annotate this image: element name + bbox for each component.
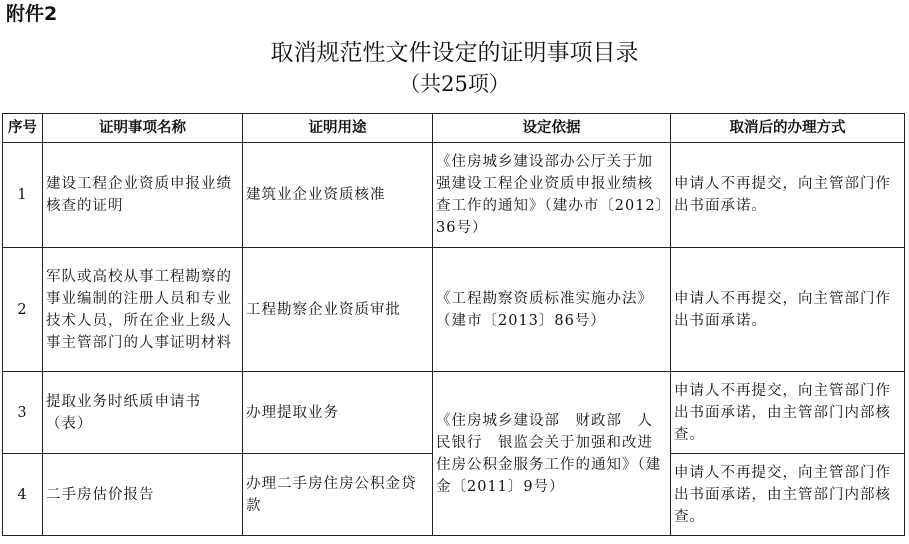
item-name: 二手房估价报告 [43, 454, 243, 536]
item-method: 申请人不再提交，向主管部门作出书面承诺。 [671, 248, 905, 372]
table-header-row [3, 114, 905, 143]
table-row [3, 248, 905, 372]
column-header-purpose: 证明用途 [243, 114, 433, 143]
document-title: 取消规范性文件设定的证明事项目录 [270, 40, 639, 66]
item-name: 军队或高校从事工程勘察的事业编制的注册人员和专业技术人员，所在企业上级人事主管部门的人事证明材料 [43, 248, 243, 372]
item-purpose: 办理提取业务 [243, 372, 433, 454]
item-basis: 《工程勘察资质标准实施办法》（建市〔2013〕86号） [433, 248, 671, 372]
column-header-name: 证明事项名称 [43, 114, 243, 143]
item-method: 申请人不再提交，向主管部门作出书面承诺。 [671, 143, 905, 248]
item-basis: 《住房城乡建设部办公厅关于加强建设工程企业资质申报业绩核查工作的通知》（建办市〔2012〕36号） [433, 143, 671, 248]
row-index: 4 [3, 454, 43, 536]
row-index: 1 [3, 143, 43, 248]
item-basis-merged: 《住房城乡建设部 财政部 人民银行 银监会关于加强和改进住房公积金服务工作的通知》（建金〔2011〕9号） [433, 372, 671, 536]
item-method: 申请人不再提交，向主管部门作出书面承诺，由主管部门内部核查。 [671, 372, 905, 454]
item-name: 建设工程企业资质申报业绩核查的证明 [43, 143, 243, 248]
item-name: 提取业务时纸质申请书（表） [43, 372, 243, 454]
row-index: 2 [3, 248, 43, 372]
column-header-index: 序号 [3, 114, 43, 143]
document-subtitle: （共25项） [399, 72, 510, 96]
certificate-items-table [2, 113, 905, 536]
item-purpose: 工程勘察企业资质审批 [243, 248, 433, 372]
column-header-method: 取消后的办理方式 [671, 114, 905, 143]
table-row [3, 372, 905, 454]
item-purpose: 办理二手房住房公积金贷款 [243, 454, 433, 536]
table-row [3, 143, 905, 248]
item-method: 申请人不再提交，向主管部门作出书面承诺，由主管部门内部核查。 [671, 454, 905, 536]
item-purpose: 建筑业企业资质核准 [243, 143, 433, 248]
row-index: 3 [3, 372, 43, 454]
attachment-label: 附件2 [6, 3, 58, 25]
column-header-basis: 设定依据 [433, 114, 671, 143]
